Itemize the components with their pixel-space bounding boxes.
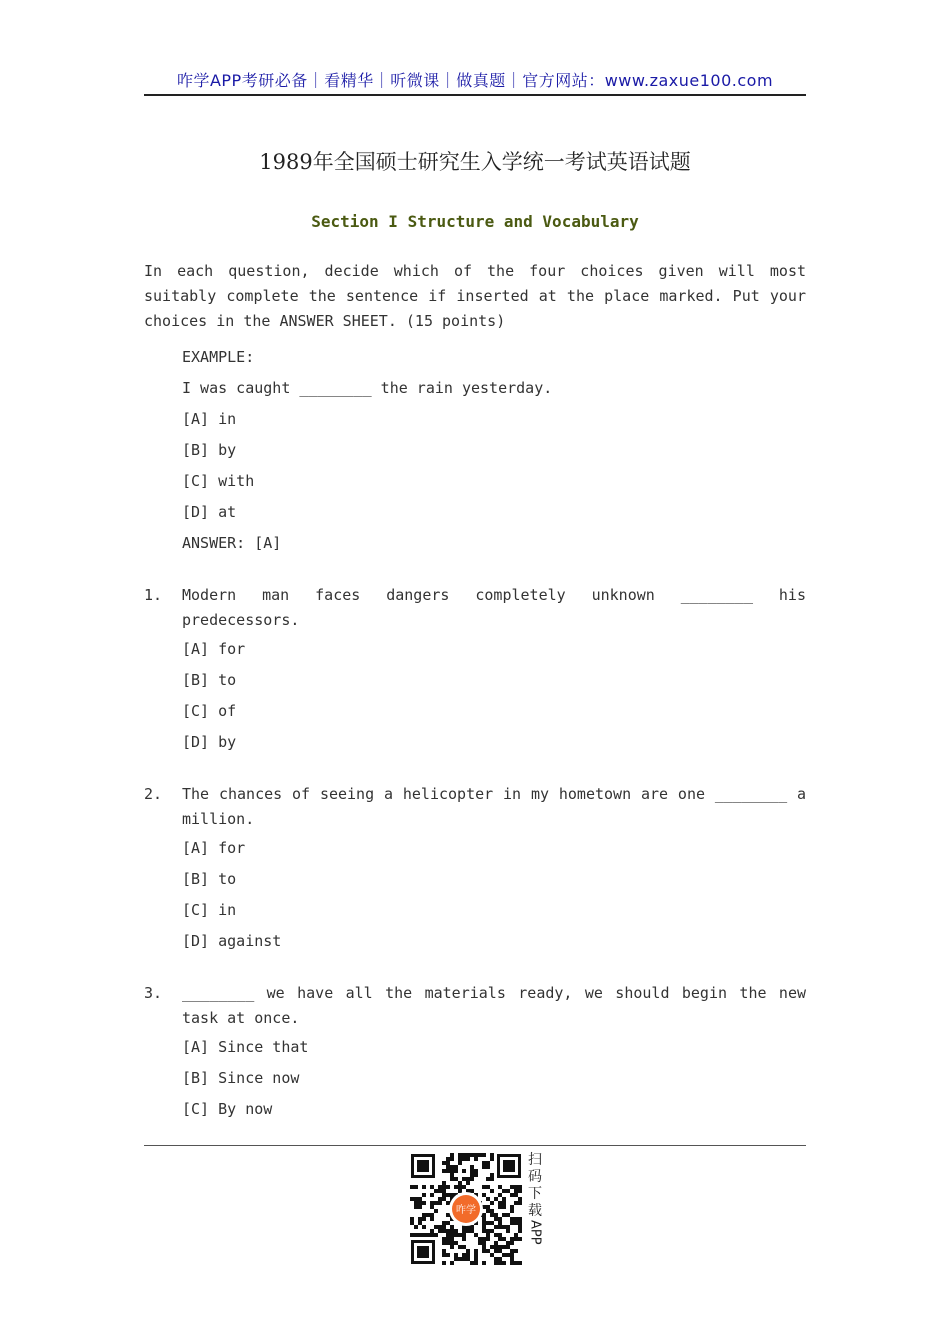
question-text: ________ we have all the materials ready, we should begin the new task at once. xyxy=(182,984,806,1027)
section-heading: Section I Structure and Vocabulary xyxy=(311,212,639,231)
scan-char: 载 xyxy=(528,1203,542,1219)
example-option: [A] in xyxy=(182,410,237,428)
example-option: [C] with xyxy=(182,472,255,490)
option-d: [D] by xyxy=(182,733,237,751)
option-c: [C] in xyxy=(182,901,237,919)
question-2 xyxy=(144,782,806,832)
scan-char: 扫 xyxy=(528,1152,542,1168)
option-a: [A] Since that xyxy=(182,1038,309,1056)
option-a: [A] for xyxy=(182,839,246,857)
qr-code[interactable] xyxy=(409,1152,523,1266)
footer-divider xyxy=(144,1145,806,1146)
option-c: [C] of xyxy=(182,702,237,720)
example-sentence: I was caught ________ the rain yesterday. xyxy=(182,379,553,397)
option-b: [B] to xyxy=(182,870,237,888)
example-option: [B] by xyxy=(182,441,237,459)
question-text: The chances of seeing a helicopter in my hometown are one ________ a million. xyxy=(182,785,806,828)
scan-download-label xyxy=(524,1152,546,1250)
example-answer: ANSWER: [A] xyxy=(182,534,282,552)
qr-badge-text: 咋学 xyxy=(456,1205,476,1216)
option-b: [B] to xyxy=(182,671,237,689)
scan-app-label: APP xyxy=(527,1220,543,1245)
page-header xyxy=(144,68,806,91)
header-tagline: 咋学APP考研必备｜看精华｜听微课｜做真题｜官方网站： xyxy=(176,71,605,90)
question-1 xyxy=(144,583,806,633)
question-number: 1. xyxy=(144,586,163,604)
question-text: Modern man faces dangers completely unknown ________ his predecessors. xyxy=(182,586,806,629)
option-c: [C] By now xyxy=(182,1100,273,1118)
example-label: EXAMPLE: xyxy=(182,348,255,366)
option-d: [D] against xyxy=(182,932,282,950)
page-title: 1989年全国硕士研究生入学统一考试英语试题 xyxy=(259,150,691,174)
question-3 xyxy=(144,981,806,1031)
header-url-link[interactable]: www.zaxue100.com xyxy=(604,71,774,90)
example-option: [D] at xyxy=(182,503,237,521)
option-a: [A] for xyxy=(182,640,246,658)
scan-char: 下 xyxy=(528,1186,542,1202)
option-b: [B] Since now xyxy=(182,1069,300,1087)
question-number: 2. xyxy=(144,785,163,803)
header-divider xyxy=(144,94,806,96)
question-number: 3. xyxy=(144,984,163,1002)
scan-char: 码 xyxy=(528,1169,542,1185)
instructions: In each question, decide which of the four choices given will most suitably complete the sentence if inserted at the place marked. Put your choices in the ANSWER SHEET. (15 points) xyxy=(144,262,806,330)
